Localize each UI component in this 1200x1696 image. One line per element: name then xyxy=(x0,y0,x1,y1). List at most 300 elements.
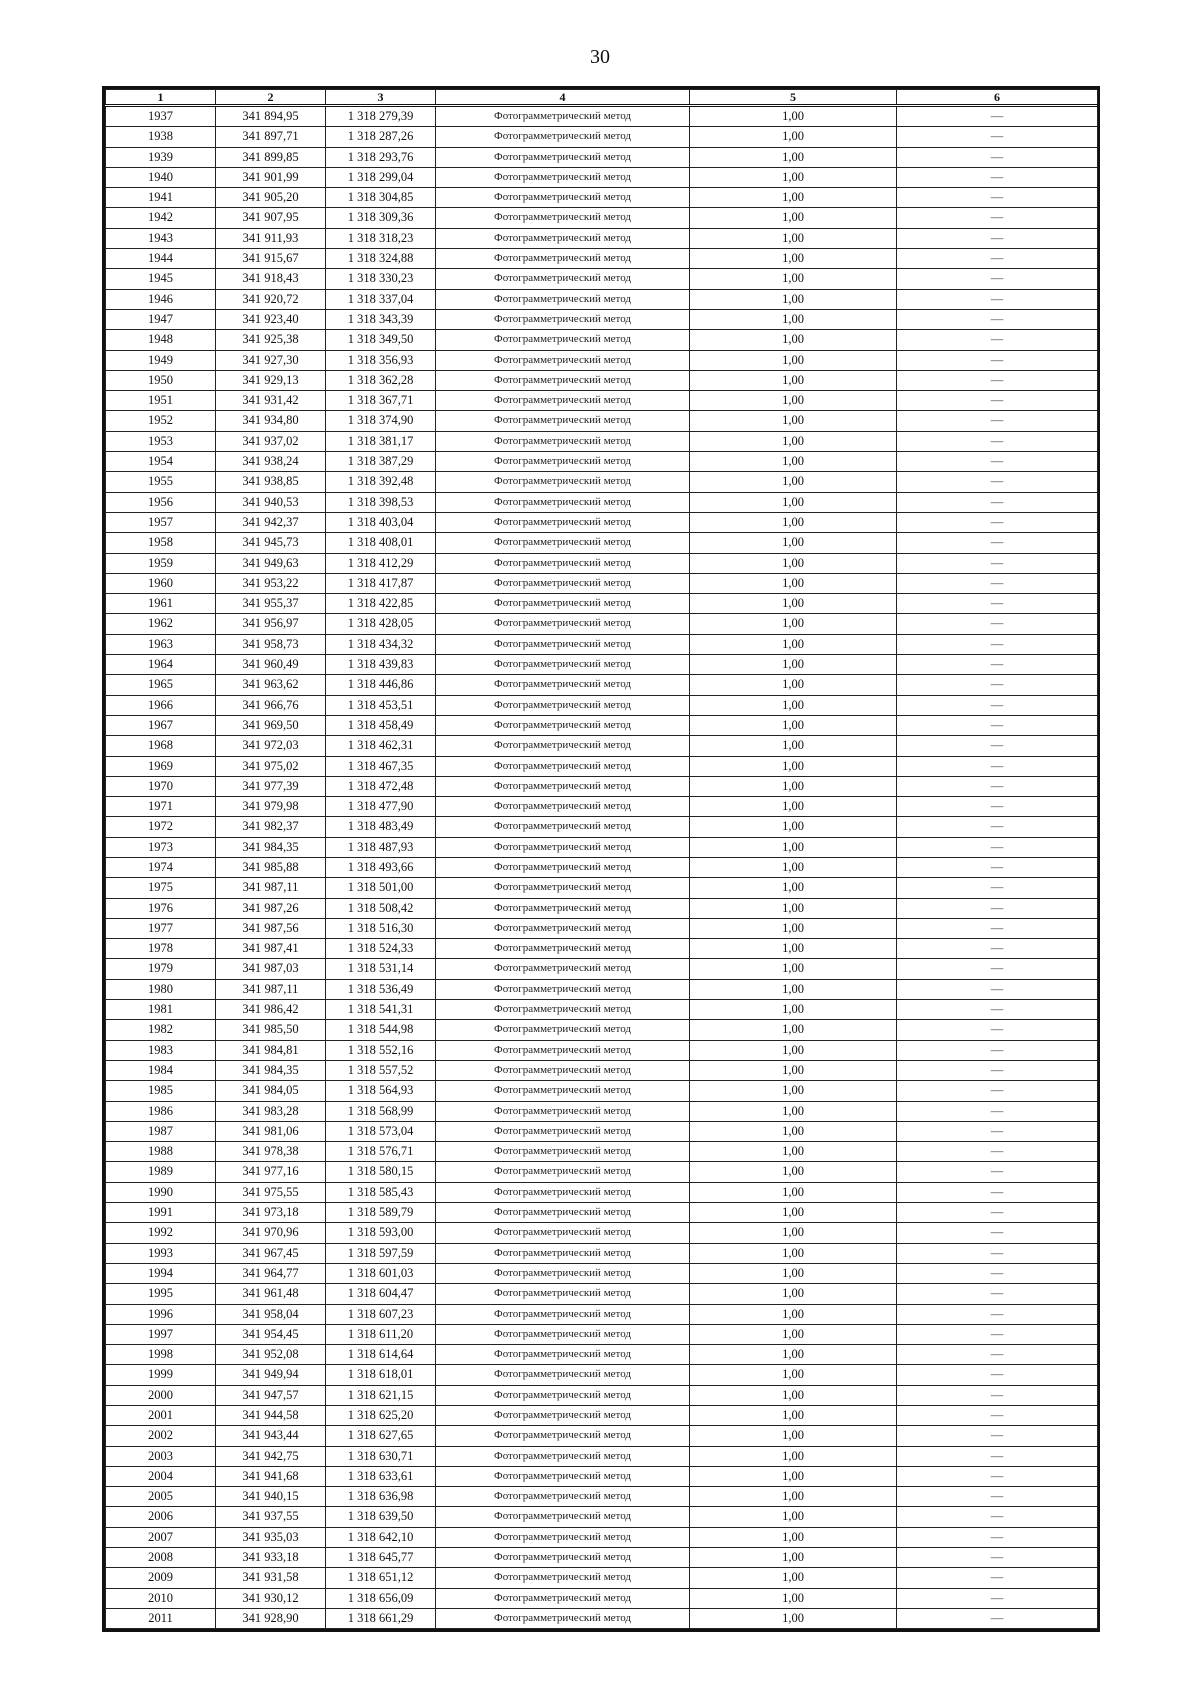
note-cell: — xyxy=(897,614,1098,634)
method-cell: Фотограмметрический метод xyxy=(436,857,690,877)
y-coordinate-cell: 1 318 453,51 xyxy=(326,695,436,715)
point-number-cell: 1973 xyxy=(106,837,216,857)
y-coordinate-cell: 1 318 439,83 xyxy=(326,655,436,675)
accuracy-cell: 1,00 xyxy=(690,431,897,451)
note-cell: — xyxy=(897,918,1098,938)
accuracy-cell: 1,00 xyxy=(690,452,897,472)
point-number-cell: 1940 xyxy=(106,167,216,187)
note-cell: — xyxy=(897,776,1098,796)
table-row xyxy=(106,837,1098,857)
y-coordinate-cell: 1 318 381,17 xyxy=(326,431,436,451)
note-cell: — xyxy=(897,350,1098,370)
x-coordinate-cell: 341 984,35 xyxy=(216,1060,326,1080)
note-cell: — xyxy=(897,695,1098,715)
x-coordinate-cell: 341 987,56 xyxy=(216,918,326,938)
note-cell: — xyxy=(897,1385,1098,1405)
accuracy-cell: 1,00 xyxy=(690,391,897,411)
method-cell: Фотограмметрический метод xyxy=(436,249,690,269)
x-coordinate-cell: 341 961,48 xyxy=(216,1284,326,1304)
method-cell: Фотограмметрический метод xyxy=(436,309,690,329)
note-cell: — xyxy=(897,898,1098,918)
note-cell: — xyxy=(897,1548,1098,1568)
x-coordinate-cell: 341 956,97 xyxy=(216,614,326,634)
note-cell: — xyxy=(897,1182,1098,1202)
note-cell: — xyxy=(897,756,1098,776)
method-cell: Фотограмметрический метод xyxy=(436,1243,690,1263)
table-row xyxy=(106,1426,1098,1446)
method-cell: Фотограмметрический метод xyxy=(436,1345,690,1365)
y-coordinate-cell: 1 318 516,30 xyxy=(326,918,436,938)
table-row xyxy=(106,1588,1098,1608)
y-coordinate-cell: 1 318 356,93 xyxy=(326,350,436,370)
note-cell: — xyxy=(897,188,1098,208)
x-coordinate-cell: 341 949,63 xyxy=(216,553,326,573)
x-coordinate-cell: 341 940,15 xyxy=(216,1487,326,1507)
point-number-cell: 2007 xyxy=(106,1527,216,1547)
method-cell: Фотограмметрический метод xyxy=(436,1223,690,1243)
point-number-cell: 1962 xyxy=(106,614,216,634)
method-cell: Фотограмметрический метод xyxy=(436,533,690,553)
y-coordinate-cell: 1 318 501,00 xyxy=(326,878,436,898)
point-number-cell: 1943 xyxy=(106,228,216,248)
note-cell: — xyxy=(897,797,1098,817)
accuracy-cell: 1,00 xyxy=(690,1243,897,1263)
point-number-cell: 1991 xyxy=(106,1203,216,1223)
note-cell: — xyxy=(897,370,1098,390)
accuracy-cell: 1,00 xyxy=(690,1304,897,1324)
x-coordinate-cell: 341 978,38 xyxy=(216,1142,326,1162)
note-cell: — xyxy=(897,1446,1098,1466)
y-coordinate-cell: 1 318 593,00 xyxy=(326,1223,436,1243)
table-row xyxy=(106,1487,1098,1507)
accuracy-cell: 1,00 xyxy=(690,837,897,857)
table-row xyxy=(106,1223,1098,1243)
table-row xyxy=(106,1040,1098,1060)
x-coordinate-cell: 341 970,96 xyxy=(216,1223,326,1243)
method-cell: Фотограмметрический метод xyxy=(436,1162,690,1182)
accuracy-cell: 1,00 xyxy=(690,472,897,492)
table-row xyxy=(106,188,1098,208)
note-cell: — xyxy=(897,411,1098,431)
point-number-cell: 1946 xyxy=(106,289,216,309)
method-cell: Фотограмметрический метод xyxy=(436,1101,690,1121)
point-number-cell: 1953 xyxy=(106,431,216,451)
x-coordinate-cell: 341 982,37 xyxy=(216,817,326,837)
y-coordinate-cell: 1 318 604,47 xyxy=(326,1284,436,1304)
note-cell: — xyxy=(897,1142,1098,1162)
point-number-cell: 1959 xyxy=(106,553,216,573)
accuracy-cell: 1,00 xyxy=(690,289,897,309)
note-cell: — xyxy=(897,533,1098,553)
note-cell: — xyxy=(897,472,1098,492)
point-number-cell: 1977 xyxy=(106,918,216,938)
x-coordinate-cell: 341 899,85 xyxy=(216,147,326,167)
x-coordinate-cell: 341 933,18 xyxy=(216,1548,326,1568)
note-cell: — xyxy=(897,736,1098,756)
x-coordinate-cell: 341 929,13 xyxy=(216,370,326,390)
method-cell: Фотограмметрический метод xyxy=(436,167,690,187)
note-cell: — xyxy=(897,1263,1098,1283)
y-coordinate-cell: 1 318 483,49 xyxy=(326,817,436,837)
method-cell: Фотограмметрический метод xyxy=(436,269,690,289)
method-cell: Фотограмметрический метод xyxy=(436,1324,690,1344)
x-coordinate-cell: 341 984,05 xyxy=(216,1081,326,1101)
y-coordinate-cell: 1 318 304,85 xyxy=(326,188,436,208)
x-coordinate-cell: 341 897,71 xyxy=(216,127,326,147)
method-cell: Фотограмметрический метод xyxy=(436,979,690,999)
x-coordinate-cell: 341 907,95 xyxy=(216,208,326,228)
point-number-cell: 1937 xyxy=(106,106,216,127)
point-number-cell: 1956 xyxy=(106,492,216,512)
table-row xyxy=(106,289,1098,309)
method-cell: Фотограмметрический метод xyxy=(436,228,690,248)
x-coordinate-cell: 341 927,30 xyxy=(216,350,326,370)
y-coordinate-cell: 1 318 392,48 xyxy=(326,472,436,492)
note-cell: — xyxy=(897,106,1098,127)
table-row xyxy=(106,1101,1098,1121)
point-number-cell: 1938 xyxy=(106,127,216,147)
accuracy-cell: 1,00 xyxy=(690,1060,897,1080)
table-row xyxy=(106,472,1098,492)
note-cell: — xyxy=(897,1588,1098,1608)
y-coordinate-cell: 1 318 580,15 xyxy=(326,1162,436,1182)
accuracy-cell: 1,00 xyxy=(690,1507,897,1527)
point-number-cell: 2011 xyxy=(106,1608,216,1628)
method-cell: Фотограмметрический метод xyxy=(436,1527,690,1547)
accuracy-cell: 1,00 xyxy=(690,1284,897,1304)
note-cell: — xyxy=(897,1121,1098,1141)
note-cell: — xyxy=(897,817,1098,837)
note-cell: — xyxy=(897,1000,1098,1020)
coordinates-table-grid xyxy=(105,89,1098,1629)
method-cell: Фотограмметрический метод xyxy=(436,1487,690,1507)
note-cell: — xyxy=(897,594,1098,614)
table-row xyxy=(106,1081,1098,1101)
x-coordinate-cell: 341 975,02 xyxy=(216,756,326,776)
y-coordinate-cell: 1 318 576,71 xyxy=(326,1142,436,1162)
y-coordinate-cell: 1 318 661,29 xyxy=(326,1608,436,1628)
note-cell: — xyxy=(897,634,1098,654)
x-coordinate-cell: 341 987,41 xyxy=(216,939,326,959)
accuracy-cell: 1,00 xyxy=(690,878,897,898)
method-cell: Фотограмметрический метод xyxy=(436,1426,690,1446)
point-number-cell: 1949 xyxy=(106,350,216,370)
x-coordinate-cell: 341 934,80 xyxy=(216,411,326,431)
method-cell: Фотограмметрический метод xyxy=(436,1385,690,1405)
accuracy-cell: 1,00 xyxy=(690,1446,897,1466)
y-coordinate-cell: 1 318 458,49 xyxy=(326,715,436,735)
method-cell: Фотограмметрический метод xyxy=(436,776,690,796)
x-coordinate-cell: 341 937,55 xyxy=(216,1507,326,1527)
accuracy-cell: 1,00 xyxy=(690,817,897,837)
point-number-cell: 2000 xyxy=(106,1385,216,1405)
table-row xyxy=(106,127,1098,147)
table-row xyxy=(106,1000,1098,1020)
x-coordinate-cell: 341 938,24 xyxy=(216,452,326,472)
point-number-cell: 1978 xyxy=(106,939,216,959)
accuracy-cell: 1,00 xyxy=(690,736,897,756)
method-cell: Фотограмметрический метод xyxy=(436,330,690,350)
point-number-cell: 1981 xyxy=(106,1000,216,1020)
note-cell: — xyxy=(897,431,1098,451)
table-row xyxy=(106,350,1098,370)
accuracy-cell: 1,00 xyxy=(690,553,897,573)
y-coordinate-cell: 1 318 446,86 xyxy=(326,675,436,695)
method-cell: Фотограмметрический метод xyxy=(436,878,690,898)
accuracy-cell: 1,00 xyxy=(690,1406,897,1426)
table-row xyxy=(106,512,1098,532)
note-cell: — xyxy=(897,269,1098,289)
y-coordinate-cell: 1 318 630,71 xyxy=(326,1446,436,1466)
accuracy-cell: 1,00 xyxy=(690,208,897,228)
point-number-cell: 1986 xyxy=(106,1101,216,1121)
note-cell: — xyxy=(897,939,1098,959)
note-cell: — xyxy=(897,147,1098,167)
x-coordinate-cell: 341 931,58 xyxy=(216,1568,326,1588)
accuracy-cell: 1,00 xyxy=(690,370,897,390)
point-number-cell: 1947 xyxy=(106,309,216,329)
note-cell: — xyxy=(897,1527,1098,1547)
method-cell: Фотограмметрический метод xyxy=(436,1548,690,1568)
y-coordinate-cell: 1 318 573,04 xyxy=(326,1121,436,1141)
note-cell: — xyxy=(897,512,1098,532)
y-coordinate-cell: 1 318 656,09 xyxy=(326,1588,436,1608)
accuracy-cell: 1,00 xyxy=(690,249,897,269)
x-coordinate-cell: 341 942,75 xyxy=(216,1446,326,1466)
table-row xyxy=(106,1304,1098,1324)
y-coordinate-cell: 1 318 324,88 xyxy=(326,249,436,269)
method-cell: Фотограмметрический метод xyxy=(436,492,690,512)
table-row xyxy=(106,309,1098,329)
accuracy-cell: 1,00 xyxy=(690,1527,897,1547)
note-cell: — xyxy=(897,1568,1098,1588)
accuracy-cell: 1,00 xyxy=(690,655,897,675)
accuracy-cell: 1,00 xyxy=(690,1263,897,1283)
accuracy-cell: 1,00 xyxy=(690,939,897,959)
x-coordinate-cell: 341 947,57 xyxy=(216,1385,326,1405)
method-cell: Фотограмметрический метод xyxy=(436,106,690,127)
x-coordinate-cell: 341 931,42 xyxy=(216,391,326,411)
accuracy-cell: 1,00 xyxy=(690,1487,897,1507)
accuracy-cell: 1,00 xyxy=(690,1324,897,1344)
y-coordinate-cell: 1 318 299,04 xyxy=(326,167,436,187)
header-col-4: 4 xyxy=(436,90,690,106)
method-cell: Фотограмметрический метод xyxy=(436,1121,690,1141)
y-coordinate-cell: 1 318 601,03 xyxy=(326,1263,436,1283)
point-number-cell: 1965 xyxy=(106,675,216,695)
point-number-cell: 1975 xyxy=(106,878,216,898)
accuracy-cell: 1,00 xyxy=(690,573,897,593)
x-coordinate-cell: 341 943,44 xyxy=(216,1426,326,1446)
y-coordinate-cell: 1 318 621,15 xyxy=(326,1385,436,1405)
table-row xyxy=(106,1142,1098,1162)
table-row xyxy=(106,1406,1098,1426)
method-cell: Фотограмметрический метод xyxy=(436,1446,690,1466)
y-coordinate-cell: 1 318 403,04 xyxy=(326,512,436,532)
accuracy-cell: 1,00 xyxy=(690,1000,897,1020)
table-row xyxy=(106,573,1098,593)
x-coordinate-cell: 341 915,67 xyxy=(216,249,326,269)
table-row xyxy=(106,370,1098,390)
accuracy-cell: 1,00 xyxy=(690,959,897,979)
point-number-cell: 2003 xyxy=(106,1446,216,1466)
method-cell: Фотограмметрический метод xyxy=(436,370,690,390)
method-cell: Фотограмметрический метод xyxy=(436,472,690,492)
method-cell: Фотограмметрический метод xyxy=(436,1466,690,1486)
method-cell: Фотограмметрический метод xyxy=(436,1182,690,1202)
note-cell: — xyxy=(897,309,1098,329)
y-coordinate-cell: 1 318 618,01 xyxy=(326,1365,436,1385)
x-coordinate-cell: 341 960,49 xyxy=(216,655,326,675)
y-coordinate-cell: 1 318 428,05 xyxy=(326,614,436,634)
table-row xyxy=(106,675,1098,695)
point-number-cell: 1970 xyxy=(106,776,216,796)
method-cell: Фотограмметрический метод xyxy=(436,1304,690,1324)
point-number-cell: 1944 xyxy=(106,249,216,269)
y-coordinate-cell: 1 318 625,20 xyxy=(326,1406,436,1426)
method-cell: Фотограмметрический метод xyxy=(436,391,690,411)
table-row xyxy=(106,1182,1098,1202)
accuracy-cell: 1,00 xyxy=(690,1182,897,1202)
y-coordinate-cell: 1 318 564,93 xyxy=(326,1081,436,1101)
x-coordinate-cell: 341 942,37 xyxy=(216,512,326,532)
point-number-cell: 1942 xyxy=(106,208,216,228)
accuracy-cell: 1,00 xyxy=(690,1121,897,1141)
point-number-cell: 1950 xyxy=(106,370,216,390)
accuracy-cell: 1,00 xyxy=(690,1568,897,1588)
x-coordinate-cell: 341 986,42 xyxy=(216,1000,326,1020)
method-cell: Фотограмметрический метод xyxy=(436,675,690,695)
accuracy-cell: 1,00 xyxy=(690,1223,897,1243)
accuracy-cell: 1,00 xyxy=(690,675,897,695)
accuracy-cell: 1,00 xyxy=(690,1385,897,1405)
header-col-6: 6 xyxy=(897,90,1098,106)
note-cell: — xyxy=(897,1223,1098,1243)
x-coordinate-cell: 341 985,50 xyxy=(216,1020,326,1040)
method-cell: Фотограмметрический метод xyxy=(436,208,690,228)
x-coordinate-cell: 341 941,68 xyxy=(216,1466,326,1486)
method-cell: Фотограмметрический метод xyxy=(436,837,690,857)
accuracy-cell: 1,00 xyxy=(690,1020,897,1040)
header-row xyxy=(106,90,1098,106)
table-row xyxy=(106,817,1098,837)
point-number-cell: 1998 xyxy=(106,1345,216,1365)
note-cell: — xyxy=(897,1324,1098,1344)
y-coordinate-cell: 1 318 493,66 xyxy=(326,857,436,877)
table-row xyxy=(106,655,1098,675)
x-coordinate-cell: 341 925,38 xyxy=(216,330,326,350)
note-cell: — xyxy=(897,837,1098,857)
table-row xyxy=(106,106,1098,127)
note-cell: — xyxy=(897,1101,1098,1121)
y-coordinate-cell: 1 318 607,23 xyxy=(326,1304,436,1324)
x-coordinate-cell: 341 981,06 xyxy=(216,1121,326,1141)
point-number-cell: 1972 xyxy=(106,817,216,837)
method-cell: Фотограмметрический метод xyxy=(436,431,690,451)
y-coordinate-cell: 1 318 611,20 xyxy=(326,1324,436,1344)
method-cell: Фотограмметрический метод xyxy=(436,1142,690,1162)
x-coordinate-cell: 341 977,16 xyxy=(216,1162,326,1182)
method-cell: Фотограмметрический метод xyxy=(436,512,690,532)
note-cell: — xyxy=(897,208,1098,228)
note-cell: — xyxy=(897,1020,1098,1040)
point-number-cell: 1979 xyxy=(106,959,216,979)
x-coordinate-cell: 341 984,35 xyxy=(216,837,326,857)
x-coordinate-cell: 341 977,39 xyxy=(216,776,326,796)
table-header xyxy=(106,90,1098,106)
y-coordinate-cell: 1 318 531,14 xyxy=(326,959,436,979)
x-coordinate-cell: 341 979,98 xyxy=(216,797,326,817)
table-row xyxy=(106,1284,1098,1304)
y-coordinate-cell: 1 318 412,29 xyxy=(326,553,436,573)
table-row xyxy=(106,391,1098,411)
y-coordinate-cell: 1 318 633,61 xyxy=(326,1466,436,1486)
accuracy-cell: 1,00 xyxy=(690,634,897,654)
note-cell: — xyxy=(897,1507,1098,1527)
accuracy-cell: 1,00 xyxy=(690,1466,897,1486)
method-cell: Фотограмметрический метод xyxy=(436,1263,690,1283)
method-cell: Фотограмметрический метод xyxy=(436,1284,690,1304)
table-row xyxy=(106,715,1098,735)
x-coordinate-cell: 341 983,28 xyxy=(216,1101,326,1121)
y-coordinate-cell: 1 318 287,26 xyxy=(326,127,436,147)
method-cell: Фотограмметрический метод xyxy=(436,573,690,593)
accuracy-cell: 1,00 xyxy=(690,614,897,634)
table-row xyxy=(106,330,1098,350)
point-number-cell: 1945 xyxy=(106,269,216,289)
y-coordinate-cell: 1 318 374,90 xyxy=(326,411,436,431)
y-coordinate-cell: 1 318 544,98 xyxy=(326,1020,436,1040)
y-coordinate-cell: 1 318 462,31 xyxy=(326,736,436,756)
y-coordinate-cell: 1 318 589,79 xyxy=(326,1203,436,1223)
accuracy-cell: 1,00 xyxy=(690,715,897,735)
point-number-cell: 1996 xyxy=(106,1304,216,1324)
y-coordinate-cell: 1 318 293,76 xyxy=(326,147,436,167)
y-coordinate-cell: 1 318 467,35 xyxy=(326,756,436,776)
table-row xyxy=(106,208,1098,228)
method-cell: Фотограмметрический метод xyxy=(436,736,690,756)
x-coordinate-cell: 341 923,40 xyxy=(216,309,326,329)
point-number-cell: 1939 xyxy=(106,147,216,167)
y-coordinate-cell: 1 318 343,39 xyxy=(326,309,436,329)
accuracy-cell: 1,00 xyxy=(690,594,897,614)
y-coordinate-cell: 1 318 309,36 xyxy=(326,208,436,228)
note-cell: — xyxy=(897,1304,1098,1324)
table-row xyxy=(106,553,1098,573)
method-cell: Фотограмметрический метод xyxy=(436,634,690,654)
y-coordinate-cell: 1 318 367,71 xyxy=(326,391,436,411)
header-col-2: 2 xyxy=(216,90,326,106)
y-coordinate-cell: 1 318 417,87 xyxy=(326,573,436,593)
point-number-cell: 1948 xyxy=(106,330,216,350)
note-cell: — xyxy=(897,1406,1098,1426)
table-row xyxy=(106,1243,1098,1263)
accuracy-cell: 1,00 xyxy=(690,1081,897,1101)
note-cell: — xyxy=(897,330,1098,350)
point-number-cell: 1987 xyxy=(106,1121,216,1141)
method-cell: Фотограмметрический метод xyxy=(436,1568,690,1588)
accuracy-cell: 1,00 xyxy=(690,1365,897,1385)
x-coordinate-cell: 341 901,99 xyxy=(216,167,326,187)
table-row xyxy=(106,228,1098,248)
y-coordinate-cell: 1 318 330,23 xyxy=(326,269,436,289)
x-coordinate-cell: 341 969,50 xyxy=(216,715,326,735)
y-coordinate-cell: 1 318 472,48 xyxy=(326,776,436,796)
y-coordinate-cell: 1 318 318,23 xyxy=(326,228,436,248)
x-coordinate-cell: 341 928,90 xyxy=(216,1608,326,1628)
method-cell: Фотограмметрический метод xyxy=(436,411,690,431)
method-cell: Фотограмметрический метод xyxy=(436,1000,690,1020)
